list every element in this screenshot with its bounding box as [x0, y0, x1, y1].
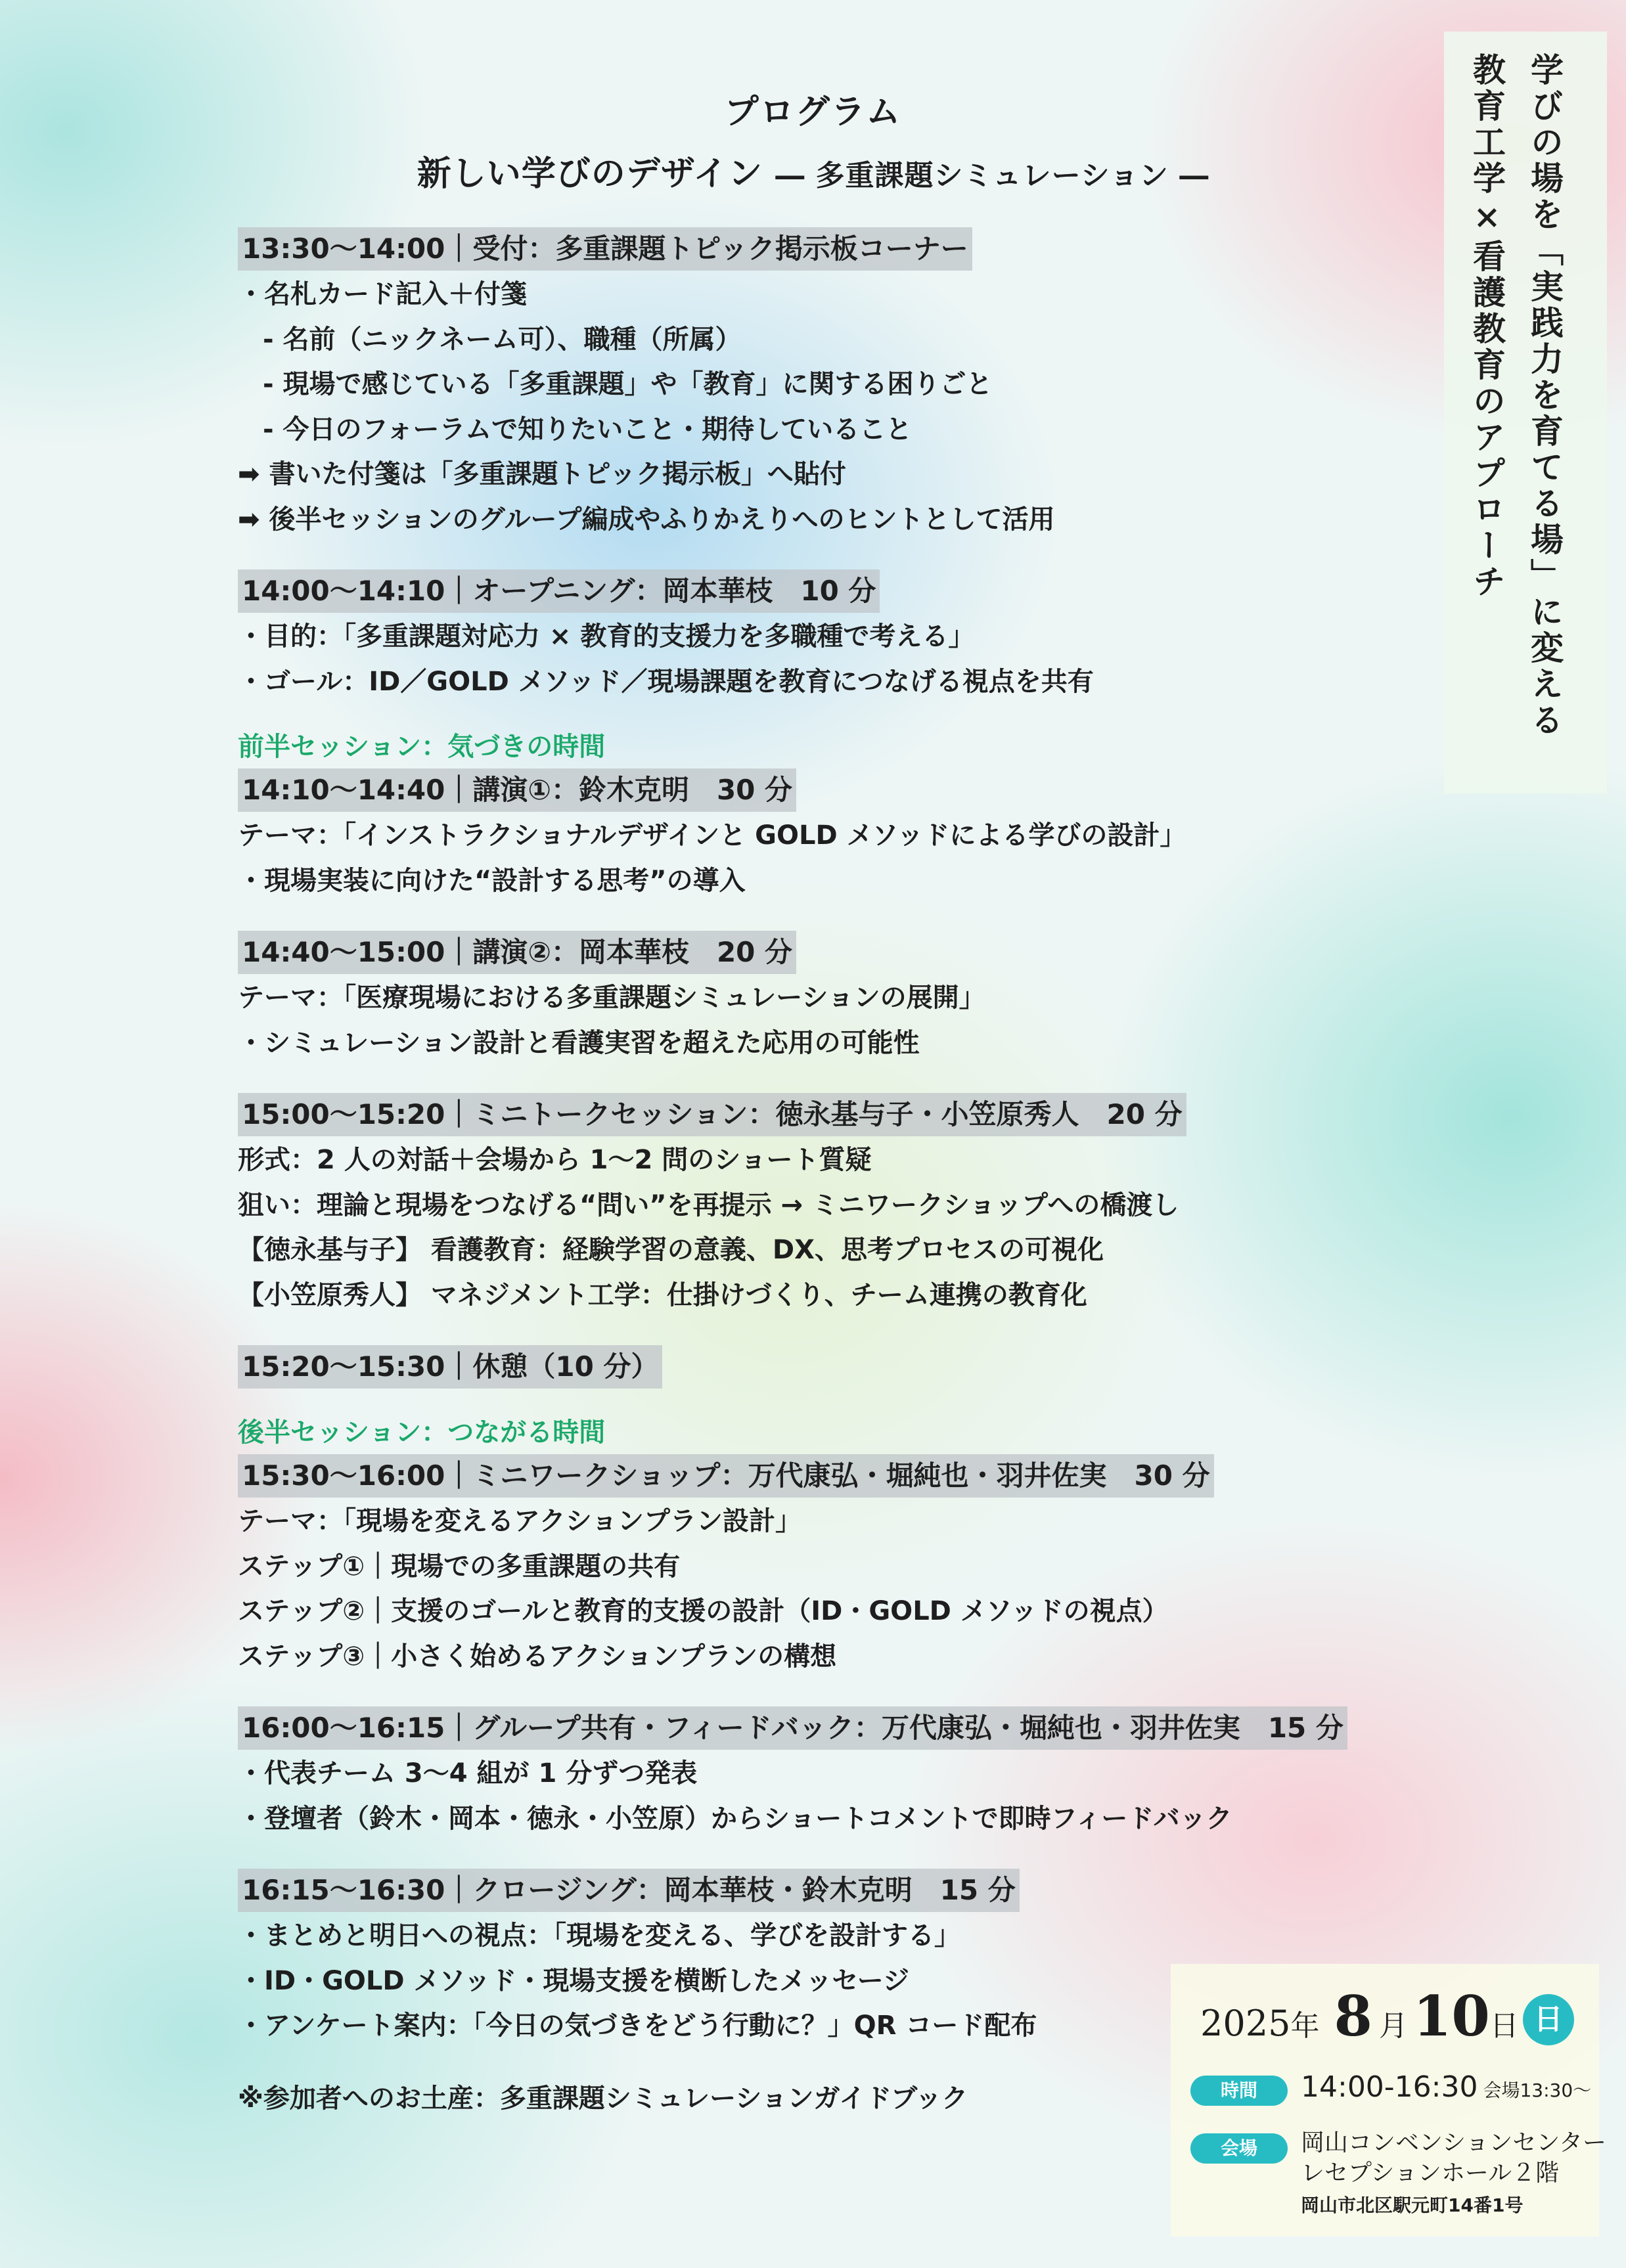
program-block-group-share: [238, 1706, 1388, 1841]
venue-address: 岡山市北区駅元町14番1号: [1301, 2194, 1524, 2216]
date-day-unit: 日: [1489, 2009, 1519, 2043]
subtitle-sub: ― 多重課題シミュレーション ―: [775, 159, 1209, 192]
side-banner-line-1: 学びの場を「実践力を育てる場」に変える: [1525, 53, 1564, 739]
program-line: ・名札カード記入＋付箋: [238, 279, 527, 309]
time-slot: 16:15～16:30｜クロージング：岡本華枝・鈴木克明 15 分: [238, 1869, 1020, 1912]
program-line: ➡ 後半セッションのグループ編成やふりかえりへのヒントとして活用: [238, 504, 1055, 535]
section-heading-second-half: 後半セッション：つながる時間: [238, 1417, 606, 1448]
program-line: - 名前（ニックネーム可）、職種（所属）: [263, 324, 742, 355]
date-year-unit: 年: [1290, 2009, 1320, 2043]
program-line: ・ID・GOLD メソッド・現場支援を横断したメッセージ: [238, 1965, 909, 1996]
program-block-mini-talk: [238, 1093, 1388, 1318]
event-time-value: 14:00-16:30: [1301, 2070, 1478, 2104]
program-line: 【小笠原秀人】 マネジメント工学：仕掛けづくり、チーム連携の教育化: [238, 1279, 1087, 1310]
program-line: - 現場で感じている「多重課題」や「教育」に関する困りごと: [263, 369, 993, 399]
program-line: ・ゴール：ID／GOLD メソッド／現場課題を教育につなげる視点を共有: [238, 666, 1094, 697]
subtitle-main: 新しい学びのデザイン: [417, 154, 763, 194]
page-title: プログラム: [724, 93, 902, 132]
program-block-lecture-1: [238, 768, 1388, 903]
time-slot: 16:00～16:15｜グループ共有・フィードバック：万代康弘・堀純也・羽井佐実 15 分: [238, 1706, 1347, 1750]
date-day: 10: [1412, 1984, 1490, 2049]
time-slot: 14:40～15:00｜講演②：岡本華枝 20 分: [238, 931, 796, 974]
event-info-card: [1171, 1964, 1606, 2236]
date-month: 8: [1334, 1984, 1372, 2049]
program-block-reception: [238, 227, 1388, 542]
program-line: ・登壇者（鈴木・岡本・徳永・小笠原）からショートコメントで即時フィードバック: [238, 1803, 1232, 1834]
time-slot: 15:00～15:20｜ミニトークセッション：徳永基与子・小笠原秀人 20 分: [238, 1093, 1186, 1136]
program-block-opening: [238, 569, 1388, 704]
program-line: 形式：2 人の対話＋会場から 1～2 問のショート質疑: [238, 1145, 872, 1175]
event-time: [1301, 2070, 1591, 2104]
time-slot: 15:20～15:30｜休憩（10 分）: [238, 1345, 662, 1389]
date-year: 2025: [1200, 2003, 1291, 2044]
footer-note: ※参加者へのお土産：多重課題シミュレーションガイドブック: [238, 2083, 968, 2114]
time-slot: 15:30～16:00｜ミニワークショップ：万代康弘・堀純也・羽井佐実 30 分: [238, 1454, 1214, 1498]
program-line: ➡ 書いた付箋は「多重課題トピック掲示板」へ貼付: [238, 459, 846, 489]
program-line: ・目的：「多重課題対応力 × 教育的支援力を多職種で考える」: [238, 621, 975, 652]
venue-line-2: レセプションホール２階: [1301, 2160, 1560, 2187]
venue-line-1: 岡山コンベンションセンター: [1301, 2129, 1606, 2156]
program-line: ステップ②｜支援のゴールと教育的支援の設計（ID・GOLD メソッドの視点）: [238, 1596, 1169, 1626]
program-block-lecture-2: [238, 931, 1388, 1065]
side-banner-line-2: 教育工学×看護教育のアプローチ: [1468, 53, 1506, 600]
time-label-badge: 時間: [1190, 2076, 1288, 2106]
program-line: - 今日のフォーラムで知りたいこと・期待していること: [263, 414, 913, 445]
program-line: ・アンケート案内：「今日の気づきをどう行動に？」QR コード配布: [238, 2011, 1037, 2041]
program-line: ・シミュレーション設計と看護実習を超えた応用の可能性: [238, 1027, 920, 1058]
section-heading-first-half: 前半セッション：気づきの時間: [238, 732, 606, 762]
program-block-workshop: [238, 1454, 1388, 1679]
program-line: テーマ：「医療現場における多重課題シミュレーションの展開」: [238, 983, 985, 1013]
program-line: ・現場実装に向けた“設計する思考”の導入: [238, 865, 746, 896]
weekday-badge: 日: [1523, 1994, 1574, 2045]
program-list: [238, 227, 1388, 2121]
event-time-note: 会場13:30～: [1483, 2079, 1592, 2101]
venue-name: [1301, 2128, 1606, 2189]
page-subtitle: [0, 146, 1626, 195]
program-line: ・まとめと明日への視点：「現場を変える、学びを設計する」: [238, 1921, 960, 1951]
program-line: テーマ：「インストラクショナルデザインと GOLD メソッドによる学びの設計」: [238, 820, 1186, 851]
time-slot: 14:00～14:10｜オープニング：岡本華枝 10 分: [238, 569, 880, 613]
side-banner: [1444, 32, 1607, 793]
event-date: [1200, 1984, 1574, 2056]
time-slot: 13:30～14:00｜受付：多重課題トピック掲示板コーナー: [238, 227, 972, 271]
date-month-unit: 月: [1378, 2009, 1408, 2043]
program-line: ステップ③｜小さく始めるアクションプランの構想: [238, 1641, 837, 1672]
program-line: ステップ①｜現場での多重課題の共有: [238, 1551, 681, 1582]
program-line: ・代表チーム 3～4 組が 1 分ずつ発表: [238, 1758, 698, 1789]
program-line: 狙い：理論と現場をつなげる“問い”を再提示 → ミニワークショップへの橋渡し: [238, 1190, 1179, 1220]
venue-label-badge: 会場: [1190, 2133, 1288, 2164]
program-line: テーマ：「現場を変えるアクションプラン設計」: [238, 1506, 802, 1536]
program-block-break: [238, 1345, 1388, 1390]
program-line: 【徳永基与子】 看護教育：経験学習の意義、DX、思考プロセスの可視化: [238, 1235, 1104, 1265]
time-slot: 14:10～14:40｜講演①：鈴木克明 30 分: [238, 768, 796, 812]
